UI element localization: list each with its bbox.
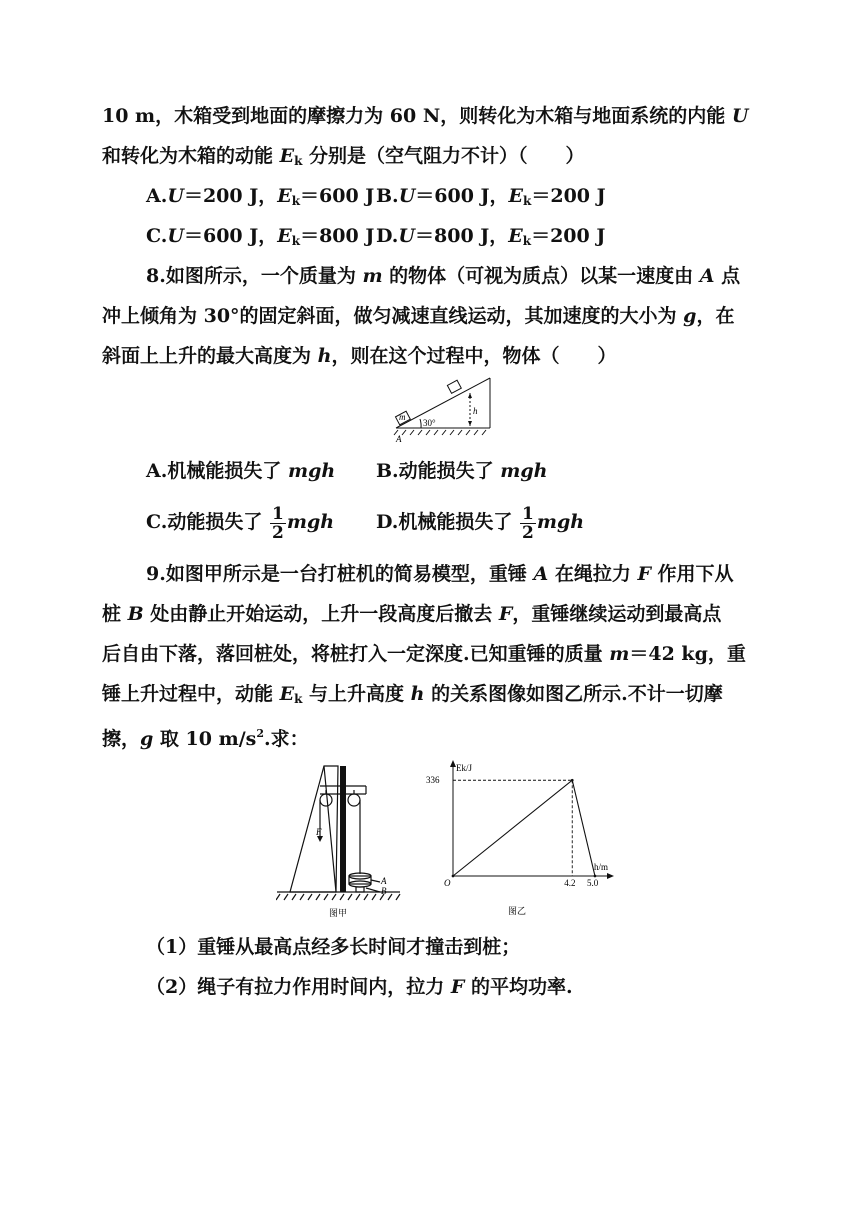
- q7-text-line1: 10 m，木箱受到地面的摩擦力为 60 N，则转化为木箱与地面系统的内能 U: [102, 105, 749, 127]
- q8-text-line2: 冲上倾角为 30°的固定斜面，做匀减速直线运动，其加速度的大小为 g，在: [102, 305, 735, 327]
- frac-num: 1: [272, 503, 284, 524]
- incline-label-m: m: [399, 412, 406, 422]
- q8-text-line3: 斜面上上升的最大高度为 h，则在这个过程中，物体（ ）: [102, 345, 617, 367]
- q8-option-a: A.机械能损失了 mgh: [146, 460, 336, 482]
- chart-caption: 图乙: [508, 906, 527, 916]
- q8-option-c: [146, 502, 334, 542]
- q9-subquestion-1: （1）重锤从最高点经多长时间才撞击到桩；: [146, 936, 521, 958]
- q7-option-d: D.U＝800 J，$E_k=200$ J: [376, 225, 606, 248]
- pile-label-a: A: [381, 876, 387, 886]
- q9-text-line1: 9.如图甲所示是一台打桩机的简易模型，重锤 A 在绳拉力 F 作用下从: [146, 563, 734, 585]
- incline-figure: [390, 374, 500, 446]
- frac-num: 1: [522, 503, 534, 524]
- q8-text-line1: 8.如图所示，一个质量为 m 的物体（可视为质点）以某一速度由 A 点: [146, 265, 741, 287]
- ek-data-point: [571, 779, 573, 781]
- q8-option-d-text: D.机械能损失了: [376, 511, 513, 533]
- ek-data-point: [594, 875, 596, 877]
- y-tick-label: 336: [426, 775, 440, 786]
- q8-option-c-mgh: mgh: [286, 511, 335, 533]
- q9-text-line5: 擦，g 取 10 $m/s^2$.求：: [102, 727, 309, 750]
- q8-option-d: [376, 502, 584, 542]
- q8-option-b: B.动能损失了 mgh: [376, 460, 548, 482]
- q7-text-line2: 和转化为木箱的动能 $E_k$ 分别是（空气阻力不计）（ ）: [102, 145, 585, 168]
- pile-driver-figure: [276, 760, 406, 920]
- chart-origin-label: O: [444, 878, 451, 888]
- incline-label-a: A: [396, 434, 402, 444]
- frac-den: 2: [272, 522, 284, 543]
- q7-option-a: A.U＝200 J，$E_k=600$ J: [146, 185, 375, 208]
- chart-y-axis-label: Ek/J: [456, 763, 473, 773]
- pile-caption: 图甲: [329, 908, 348, 918]
- x-tick-label: 4.2: [564, 878, 576, 888]
- incline-label-angle: 30°: [423, 418, 436, 428]
- q7-option-b: B.U＝600 J，$E_k=200$ J: [376, 185, 606, 208]
- q9-subquestion-2: （2）绳子有拉力作用时间内，拉力 F 的平均功率.: [146, 976, 573, 998]
- q8-option-c-text: C.动能损失了: [146, 511, 263, 533]
- pile-label-f: F: [316, 827, 322, 837]
- q9-text-line3: 后自由下落，落回桩处，将桩打入一定深度.已知重锤的质量 m＝42 kg，重: [102, 643, 746, 665]
- chart-x-axis-label: h/m: [594, 862, 609, 872]
- incline-label-h: h: [473, 406, 478, 416]
- q8-option-d-mgh: mgh: [536, 511, 585, 533]
- ek-data-point: [452, 875, 454, 877]
- frac-den: 2: [522, 522, 534, 543]
- q9-text-line2: 桩 B 处由静止开始运动，上升一段高度后撤去 F，重锤继续运动到最高点: [102, 603, 722, 625]
- x-tick-label: 5.0: [586, 878, 599, 888]
- fraction-half: [520, 505, 536, 542]
- fraction-half: [270, 505, 286, 542]
- ek-series-line: [453, 780, 595, 876]
- ek-h-chart: [426, 756, 626, 918]
- q9-text-line4: 锤上升过程中，动能 $E_k$ 与上升高度 h 的关系图像如图乙所示.不计一切摩: [102, 683, 723, 706]
- pile-label-b: B: [381, 886, 387, 896]
- q7-option-c: C.U＝600 J，$E_k=800$ J: [146, 225, 375, 248]
